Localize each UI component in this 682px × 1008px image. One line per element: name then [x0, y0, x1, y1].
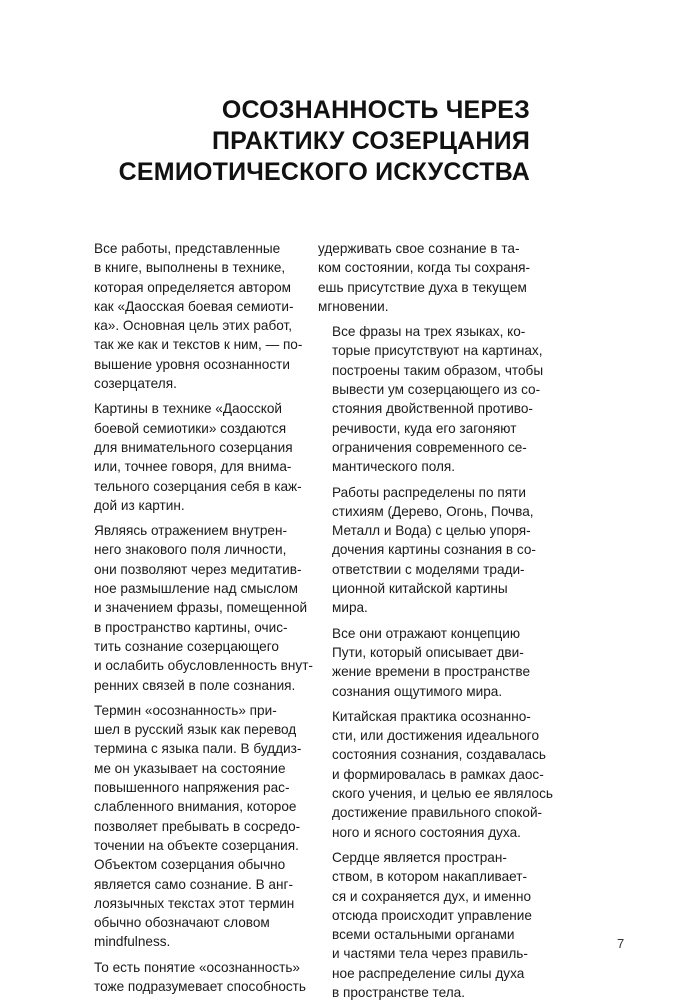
- paragraph: [318, 483, 536, 618]
- paragraph: [318, 848, 530, 1002]
- paragraph-line: Термин «осознанность» при-: [94, 702, 277, 718]
- paragraph-line: в книге, выполнены в технике,: [94, 260, 286, 276]
- paragraph-line: обычно обозначают словом: [94, 915, 270, 931]
- paragraph-line: стихиям (Дерево, Огонь, Почва,: [332, 503, 534, 519]
- paragraph: [80, 399, 302, 515]
- paragraph-line: лоязычных текстах этот термин: [94, 895, 295, 911]
- paragraph-line: него знакового поля личности,: [94, 542, 287, 558]
- paragraph-line: всеми остальными органами: [332, 927, 515, 943]
- paragraph-line: тить сознание созерцающего: [94, 638, 279, 654]
- paragraph-line: повышенного напряжения рас-: [94, 780, 290, 796]
- paragraph-line: они позволяют через медитатив-: [94, 561, 302, 577]
- paragraph-line: вышение уровня осознанности: [94, 356, 290, 372]
- chapter-title-line: ПРАКТИКУ СОЗЕРЦАНИЯ: [212, 127, 530, 155]
- paragraph-line: Работы распределены по пяти: [332, 484, 526, 500]
- paragraph-line: речивости, куда его загоняют: [332, 420, 517, 436]
- paragraph-line: дочения картины сознания в со-: [332, 542, 536, 558]
- paragraph-line: которая определяется автором: [94, 279, 292, 295]
- paragraph-line: и ослабить обусловленность внут-: [94, 658, 313, 674]
- paragraph-line: и частями тела через правиль-: [332, 946, 528, 962]
- paragraph-line: позволяет пребывать в сосредо-: [94, 818, 301, 834]
- paragraph-line: мира.: [332, 600, 368, 616]
- paragraph-line: Пути, который описывает дви-: [332, 644, 524, 660]
- paragraph-line: ограничения современного се-: [332, 439, 527, 455]
- paragraph-line: торые присутствуют на картинах,: [332, 343, 543, 359]
- page-number: 7: [617, 936, 625, 951]
- paragraph-line: ме он указывает на состояние: [94, 760, 286, 776]
- paragraph-line: жение времени в пространстве: [332, 664, 530, 680]
- paragraph-line: ного и ясного состояния духа.: [332, 824, 521, 840]
- paragraph-line: То есть понятие «осознанность»: [94, 959, 300, 975]
- paragraph: [318, 239, 530, 316]
- paragraph-line: сознания ощутимого мира.: [332, 683, 503, 699]
- paragraph-line: построены таким образом, чтобы: [332, 362, 544, 378]
- paragraph: [80, 958, 306, 997]
- paragraph-line: отсюда происходит управление: [332, 907, 532, 923]
- paragraph-line: боевой семиотики» создаются: [94, 420, 287, 436]
- paragraph-line: состояния сознания, создавалась: [332, 747, 546, 763]
- paragraph-line: Сердце является простран-: [332, 849, 507, 865]
- paragraph-line: ционной китайской картины: [332, 581, 508, 597]
- paragraph-line: Китайская практика осознанно-: [332, 708, 531, 724]
- paragraph-line: так же как и текстов к ним, — по-: [94, 337, 303, 353]
- paragraph-line: или, точнее говоря, для внима-: [94, 459, 292, 475]
- paragraph-line: ся и сохраняется дух, и именно: [332, 888, 532, 904]
- paragraph-line: мантического поля.: [332, 459, 456, 475]
- paragraph-line: для внимательного созерцания: [94, 439, 293, 455]
- paragraph-line: ответствии с моделями тради-: [332, 561, 525, 577]
- paragraph-line: дой из картин.: [94, 497, 185, 513]
- paragraph-line: mindfulness.: [94, 934, 171, 950]
- chapter-title: [70, 95, 530, 188]
- paragraph-line: Все фразы на трех языках, ко-: [332, 324, 526, 340]
- paragraph-line: является само сознание. В анг-: [94, 876, 293, 892]
- paragraph: [80, 701, 302, 952]
- paragraph-line: Все они отражают концепцию: [332, 625, 521, 641]
- paragraph: [80, 521, 313, 695]
- paragraph-line: ное размышление над смыслом: [94, 581, 299, 597]
- paragraph-line: ством, в котором накапливает-: [332, 869, 528, 885]
- paragraph: [80, 239, 303, 393]
- paragraph-line: слабленного внимания, которое: [94, 799, 297, 815]
- paragraph-line: в пространстве тела.: [332, 984, 466, 1000]
- paragraph-line: точении на объекте созерцания.: [94, 837, 299, 853]
- chapter-title-line: ОСОЗНАННОСТЬ ЧЕРЕЗ: [221, 96, 530, 124]
- paragraph: [318, 624, 530, 701]
- text-column-right: [318, 239, 553, 1008]
- paragraph-line: ное распределение силы духа: [332, 965, 525, 981]
- paragraph-line: Являясь отражением внутрен-: [94, 523, 287, 539]
- paragraph-line: ка». Основная цель этих работ,: [94, 318, 293, 334]
- paragraph-line: и формировалась в рамках даос-: [332, 766, 544, 782]
- text-column-left: [80, 239, 313, 1002]
- paragraph-line: термина с языка пали. В буддиз-: [94, 741, 302, 757]
- paragraph-line: созерцателя.: [94, 376, 177, 392]
- paragraph-line: как «Даосская боевая семиоти-: [94, 298, 294, 314]
- paragraph-line: стояния двойственной противо-: [332, 401, 533, 417]
- paragraph-line: Все работы, представленные: [94, 241, 281, 256]
- paragraph-line: ком состоянии, когда ты сохраня-: [318, 260, 531, 276]
- paragraph-line: в пространство картины, очис-: [94, 619, 288, 635]
- paragraph: [318, 707, 553, 842]
- paragraph-line: удерживать свое сознание в та-: [318, 241, 520, 256]
- paragraph-line: сти, или достижения идеального: [332, 728, 540, 744]
- paragraph-line: шел в русский язык как перевод: [94, 722, 297, 738]
- paragraph-line: Объектом созерцания обычно: [94, 857, 286, 873]
- paragraph-line: и значением фразы, помещенной: [94, 600, 308, 616]
- paragraph-line: ского учения, и целью ее являлось: [332, 786, 553, 802]
- paragraph-line: мгновении.: [318, 298, 389, 314]
- paragraph-line: достижение правильного спокой-: [332, 805, 543, 821]
- paragraph: [318, 322, 544, 476]
- paragraph-line: Картины в технике «Даосской: [94, 401, 283, 417]
- paragraph-line: ренних связей в поле сознания.: [94, 677, 296, 693]
- chapter-title-line: СЕМИОТИЧЕСКОГО ИСКУССТВА: [118, 158, 530, 186]
- paragraph-line: ешь присутствие духа в текущем: [318, 279, 527, 295]
- paragraph-line: тельного созерцания себя в каж-: [94, 478, 302, 494]
- paragraph-line: тоже подразумевает способность: [94, 978, 306, 994]
- paragraph-line: вывести ум созерцающего из со-: [332, 382, 541, 398]
- paragraph-line: Металл и Вода) с целью упоря-: [332, 523, 531, 539]
